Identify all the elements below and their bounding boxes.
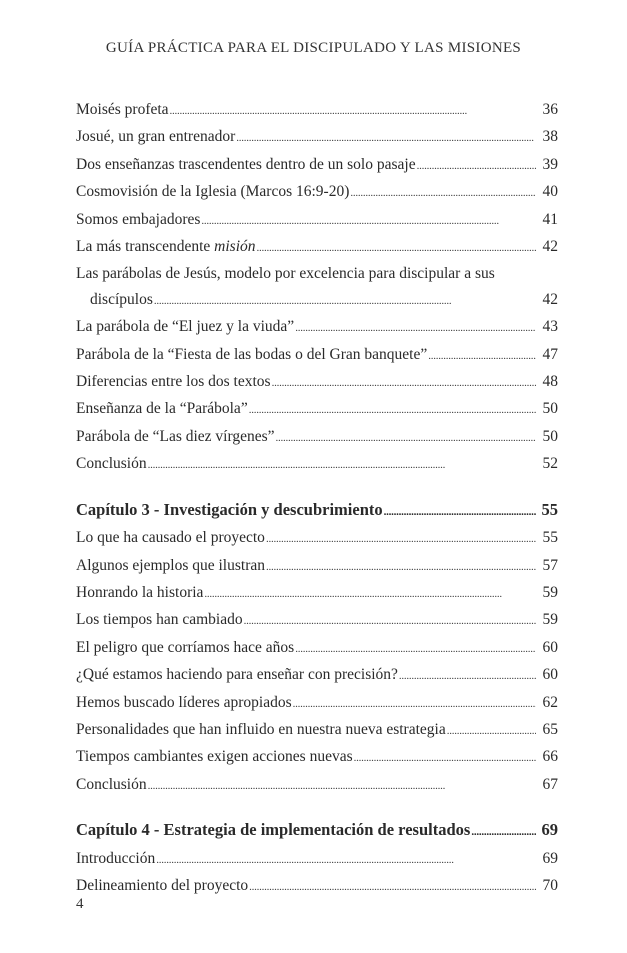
dot-leader	[417, 154, 536, 179]
toc-entry[interactable]	[76, 873, 558, 900]
toc-entry[interactable]	[76, 553, 558, 580]
toc-entry[interactable]	[76, 635, 558, 662]
toc-entry[interactable]	[76, 97, 558, 124]
toc-entry-title: El peligro que corríamos hace años	[76, 638, 295, 656]
toc-entry-title-line1: Las parábolas de Jesús, modelo por excelencia para discipular a sus	[76, 265, 495, 283]
dot-leader	[201, 209, 536, 234]
toc-entry-title-prefix: La más transcendente	[76, 238, 215, 256]
toc-entry-title: Tiempos cambiantes exigen acciones nuevas	[76, 748, 353, 766]
dot-leader	[293, 692, 536, 717]
toc-entry[interactable]	[76, 342, 558, 369]
toc-entry-title: Delineamiento del proyecto	[76, 876, 249, 894]
toc-entry-page: 62	[542, 693, 558, 711]
toc-entry[interactable]	[76, 662, 558, 689]
toc-entry-page: 66	[542, 748, 558, 766]
toc-entry-title: Parábola de “Las diez vírgenes”	[76, 427, 275, 445]
dot-leader	[236, 126, 536, 151]
toc-entry-page: 47	[542, 345, 558, 363]
dot-leader	[295, 637, 536, 662]
toc-entry[interactable]	[76, 451, 558, 478]
toc-entry[interactable]	[76, 580, 558, 607]
dot-leader	[399, 664, 536, 689]
toc-entry-page: 55	[542, 529, 558, 547]
toc-entry[interactable]	[76, 396, 558, 423]
toc-entry[interactable]	[76, 717, 558, 744]
dot-leader	[204, 582, 536, 607]
toc-entry-page: 59	[542, 583, 558, 601]
toc-entry-title-italic: misión	[214, 238, 256, 256]
dot-leader	[249, 398, 536, 423]
toc-entry-title-line2: discípulos	[90, 290, 153, 308]
chapter-title: Capítulo 4 - Estrategia de implementación de resultados	[76, 820, 471, 840]
toc-entry-title: Hemos buscado líderes apropiados	[76, 693, 292, 711]
toc-entry[interactable]	[76, 690, 558, 717]
table-of-contents	[76, 97, 558, 900]
toc-entry-page: 41	[542, 210, 558, 228]
toc-entry-title: Cosmovisión de la Iglesia (Marcos 16:9-20)	[76, 183, 350, 201]
toc-entry-page: 65	[542, 720, 558, 738]
toc-entry-title: Conclusión	[76, 775, 147, 793]
toc-entry-page: 42	[542, 238, 558, 256]
toc-chapter-3[interactable]	[76, 497, 558, 525]
dot-leader	[266, 555, 536, 580]
dot-leader	[148, 774, 536, 799]
dot-leader	[295, 316, 536, 341]
chapter-title: Capítulo 3 - Investigación y descubrimiento	[76, 499, 383, 519]
toc-entry[interactable]	[76, 424, 558, 451]
dot-leader	[257, 236, 537, 261]
toc-entry[interactable]	[76, 261, 558, 314]
toc-entry-title: Honrando la historia	[76, 583, 204, 601]
toc-entry-title	[76, 234, 256, 259]
toc-entry[interactable]	[76, 124, 558, 151]
toc-entry-page: 50	[542, 400, 558, 418]
toc-entry-page: 43	[542, 318, 558, 336]
toc-entry[interactable]	[76, 369, 558, 396]
dot-leader	[266, 527, 536, 552]
dot-leader	[350, 181, 536, 206]
toc-entry-page: 50	[542, 427, 558, 445]
toc-entry-title: Introducción	[76, 849, 156, 867]
toc-entry-page: 40	[542, 183, 558, 201]
dot-leader	[148, 453, 536, 478]
running-header: GUÍA PRÁCTICA PARA EL DISCIPULADO Y LAS MISIONES	[105, 40, 522, 56]
toc-entry-page: 52	[542, 455, 558, 473]
toc-entry-page: 59	[542, 611, 558, 629]
dot-leader	[154, 289, 536, 314]
toc-entry-title: Enseñanza de la “Parábola”	[76, 400, 248, 418]
toc-entry-title: Parábola de la “Fiesta de las bodas o del Gran banquete”	[76, 345, 428, 363]
toc-entry-page: 60	[542, 666, 558, 684]
toc-entry[interactable]	[76, 179, 558, 206]
toc-entry-page: 69	[542, 849, 558, 867]
dot-leader	[276, 426, 536, 451]
toc-entry-title: Conclusión	[76, 455, 147, 473]
dot-leader	[447, 719, 536, 744]
toc-entry-page: 48	[542, 373, 558, 391]
toc-entry-page: 57	[542, 556, 558, 574]
chapter-page: 55	[541, 499, 558, 519]
toc-entry-page: 39	[542, 155, 558, 173]
toc-chapter-4[interactable]	[76, 817, 558, 845]
toc-entry[interactable]	[76, 846, 558, 873]
toc-entry-title: Algunos ejemplos que ilustran	[76, 556, 265, 574]
toc-entry-page: 60	[542, 638, 558, 656]
toc-entry-title: Personalidades que han influido en nuestra nueva estrategia	[76, 720, 446, 738]
dot-leader	[156, 848, 536, 873]
toc-entry-title: Lo que ha causado el proyecto	[76, 529, 265, 547]
toc-entry-title: Moisés profeta	[76, 101, 169, 118]
dot-leader	[249, 875, 536, 900]
toc-entry[interactable]	[76, 152, 558, 179]
dot-leader	[272, 371, 536, 396]
toc-entry-title: La parábola de “El juez y la viuda”	[76, 318, 295, 336]
toc-entry-title: Josué, un gran entrenador	[76, 128, 236, 146]
dot-leader	[244, 609, 536, 634]
toc-entry-title: Somos embajadores	[76, 210, 201, 228]
toc-entry-title: Diferencias entre los dos textos	[76, 373, 271, 391]
dot-leader	[170, 99, 536, 124]
toc-entry[interactable]	[76, 525, 558, 552]
toc-entry-page: 70	[542, 876, 558, 894]
dot-leader	[354, 746, 536, 771]
toc-entry-line2	[76, 287, 558, 314]
toc-entry-title: Dos enseñanzas trascendentes dentro de un solo pasaje	[76, 155, 416, 173]
toc-entry[interactable]	[76, 234, 558, 261]
toc-entry[interactable]	[76, 314, 558, 341]
toc-entry-page: 36	[542, 101, 558, 118]
dot-leader	[384, 500, 536, 525]
dot-leader	[471, 820, 536, 845]
toc-entry[interactable]	[76, 607, 558, 634]
toc-entry[interactable]	[76, 744, 558, 771]
toc-entry-title: ¿Qué estamos haciendo para enseñar con precisión?	[76, 666, 398, 684]
toc-entry-page: 38	[542, 128, 558, 146]
toc-entry[interactable]	[76, 772, 558, 799]
toc-entry-page: 42	[542, 290, 558, 308]
chapter-page: 69	[541, 820, 558, 840]
toc-entry-title: Los tiempos han cambiado	[76, 611, 243, 629]
toc-entry[interactable]	[76, 207, 558, 234]
toc-entry-page: 67	[542, 775, 558, 793]
dot-leader	[428, 344, 536, 369]
page-number: 4	[76, 896, 84, 912]
